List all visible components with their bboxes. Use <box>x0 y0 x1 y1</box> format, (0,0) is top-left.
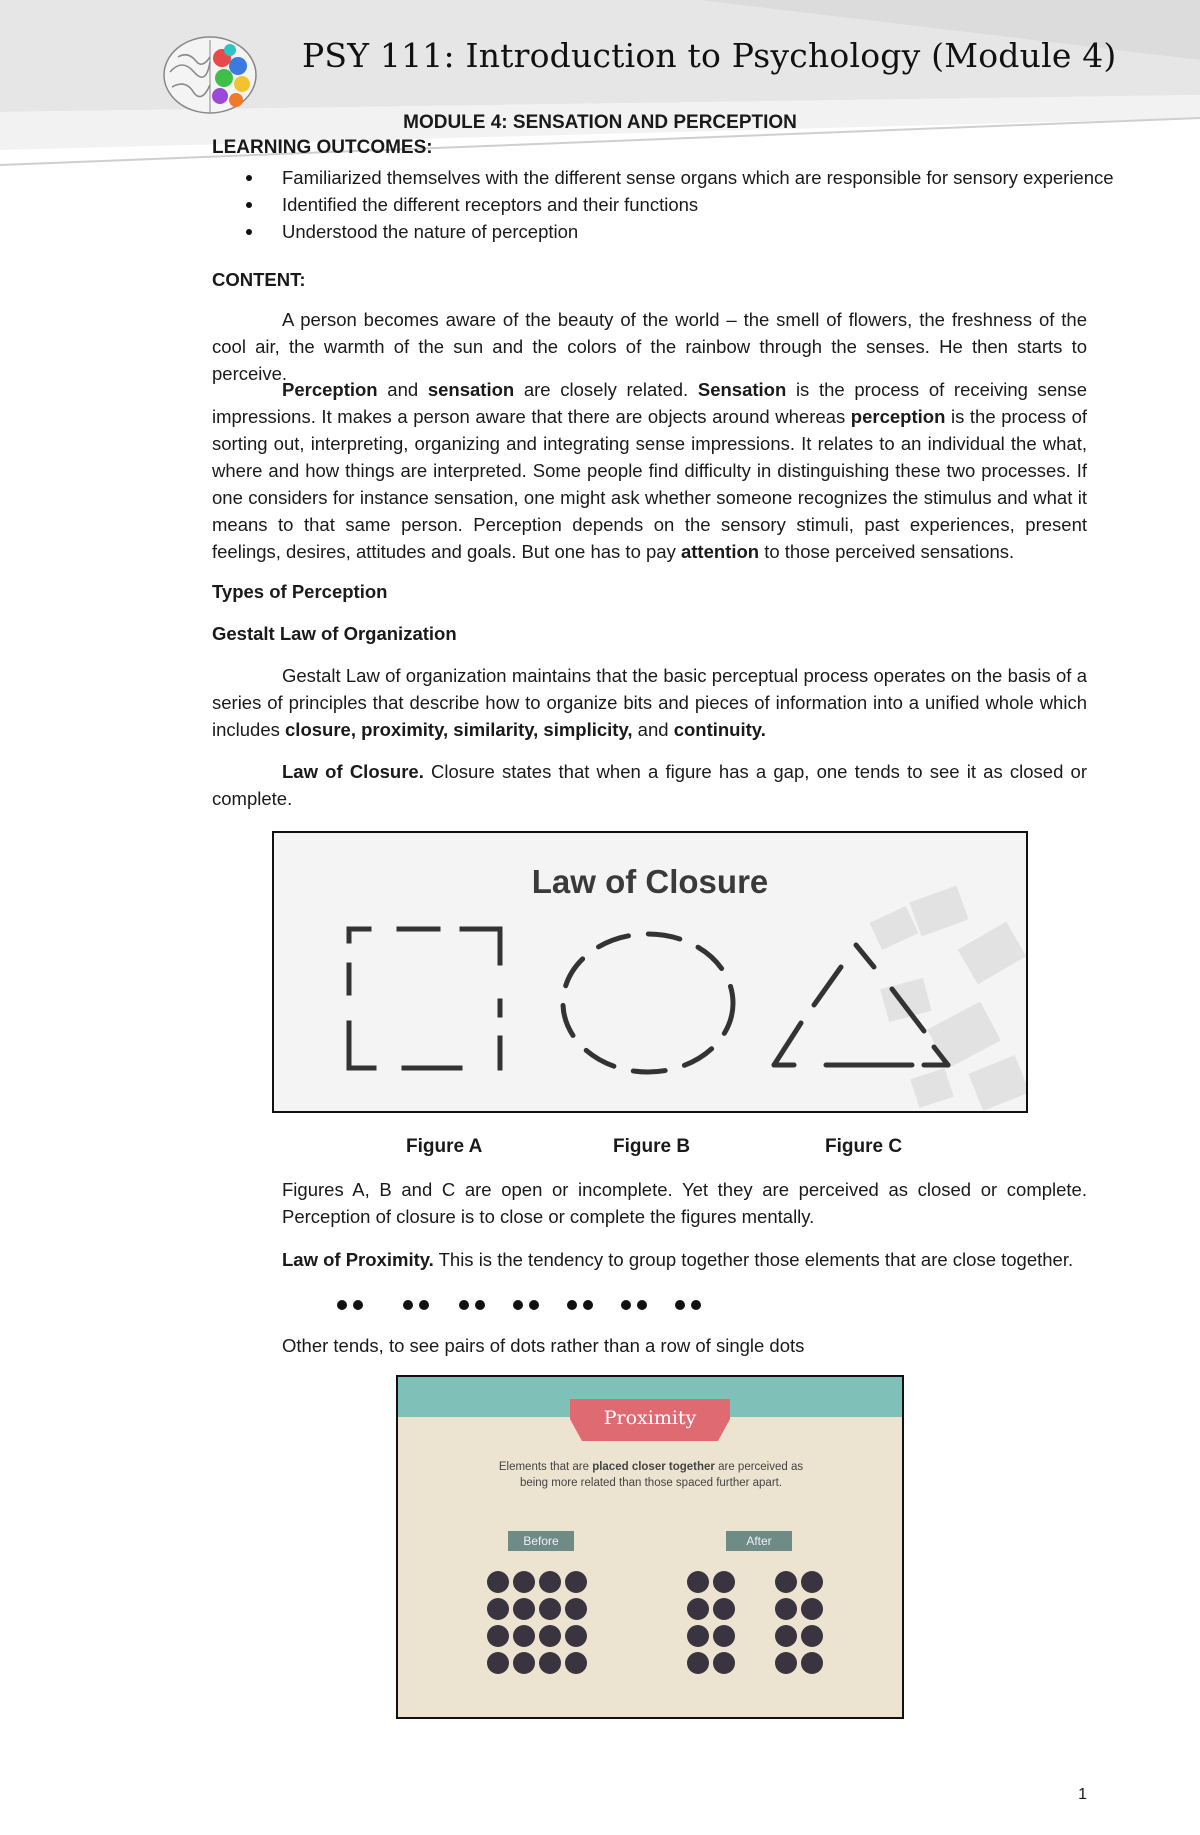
circle-figure-b <box>563 934 733 1072</box>
list-item: Familiarized themselves with the different sense organs which are responsible for sensory experience <box>246 164 1114 191</box>
proximity-figure <box>396 1375 904 1719</box>
proximity-banner-title: Proximity <box>603 1407 697 1429</box>
square-figure-a <box>349 929 500 1068</box>
law-of-closure-paragraph: Law of Closure. Closure states that when a figure has a gap, one tends to see it as closed or complete. <box>212 761 1087 809</box>
figure-c-label: Figure C <box>825 1136 903 1157</box>
decorative-pattern <box>870 886 1028 1111</box>
bullet-icon <box>246 202 252 208</box>
bullet-icon <box>246 229 252 235</box>
figure-b-label: Figure B <box>613 1136 691 1157</box>
page-header <box>0 0 1200 170</box>
dot-pairs-row <box>330 1295 710 1315</box>
content-label: CONTENT: <box>212 269 306 290</box>
page-number: 1 <box>1078 1786 1087 1803</box>
after-tag: After <box>726 1531 792 1551</box>
closure-figure-title: Law of Closure <box>531 863 769 900</box>
before-tag: Before <box>508 1531 574 1551</box>
types-of-perception-heading: Types of Perception <box>212 581 388 602</box>
proximity-dot-grids <box>398 1377 904 1719</box>
before-dot-grid <box>487 1571 587 1674</box>
bullet-icon <box>246 175 252 181</box>
brain-logo-icon <box>160 32 260 118</box>
gestalt-heading: Gestalt Law of Organization <box>212 623 457 644</box>
dot-pairs-caption: Other tends, to see pairs of dots rather than a row of single dots <box>282 1335 805 1356</box>
learning-outcomes-list <box>246 164 1114 245</box>
list-item: Understood the nature of perception <box>246 218 1114 245</box>
figure-a-label: Figure A <box>406 1136 483 1157</box>
gestalt-paragraph: Gestalt Law of organization maintains that the basic perceptual process operates on the basis of a series of principles that describe how to organize bits and pieces of information into a unified whole which includes closure, proximity, similarity, simplicity, and continuity. <box>212 665 1087 740</box>
proximity-description: Elements that are placed closer together are perceived as being more related than those spaced further apart. <box>498 1461 804 1489</box>
law-of-closure-figure <box>272 831 1028 1113</box>
list-item: Identified the different receptors and their functions <box>246 191 1114 218</box>
intro-paragraph: A person becomes aware of the beauty of the world – the smell of flowers, the freshness of the cool air, the warmth of the sun and the colors of the rainbow through the senses. He then starts to perceive. <box>212 309 1087 384</box>
module-heading: MODULE 4: SENSATION AND PERCEPTION <box>403 112 797 133</box>
figures-explanation: Figures A, B and C are open or incomplete. Yet they are perceived as closed or complete. Perception of closure is to close or complete the figures mentally. <box>282 1179 1087 1227</box>
after-dot-grid <box>687 1571 823 1674</box>
sensation-perception-paragraph: Perception and sensation are closely related. Sensation is the process of receiving sense impressions. It makes a person aware that there are objects around whereas perception is the process of sorting out, interpreting, organizing and integrating sense impressions. It relates to an individual the what, where and how things are interpreted. Some people find difficulty in distinguishing these two processes. If one considers for instance sensation, one might ask whether someone recognizes the stimulus and what it means to that same person. Perception depends on the sensory stimuli, past experiences, present feelings, desires, attitudes and goals. But one has to pay attention to those perceived sensations. <box>212 379 1088 562</box>
law-of-proximity-paragraph: Law of Proximity. This is the tendency to group together those elements that are close together. <box>282 1249 1074 1270</box>
learning-outcomes-label: LEARNING OUTCOMES: <box>212 137 433 158</box>
course-title: PSY 111: Introduction to Psychology (Module 4) <box>302 36 1117 75</box>
